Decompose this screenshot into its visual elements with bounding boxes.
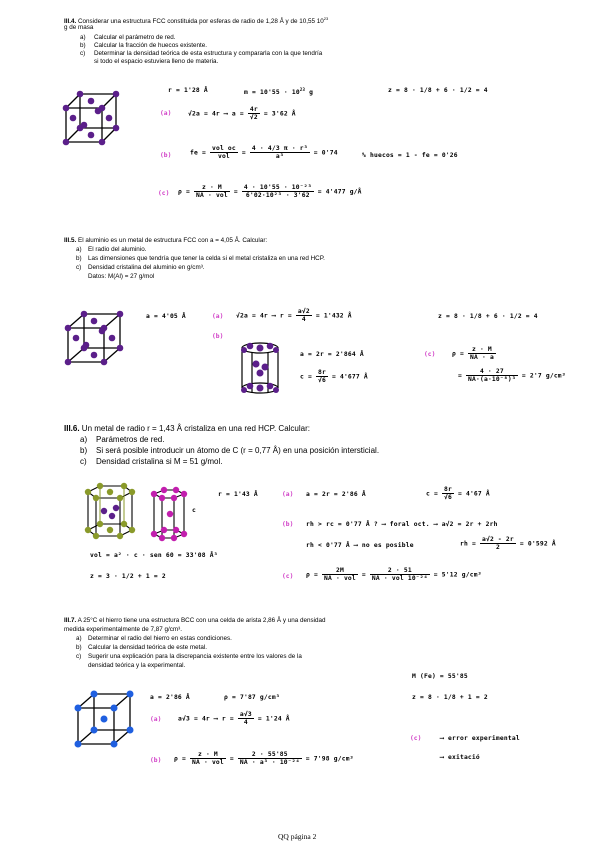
s7-item-c2: densidad teórica y la experimental.: [88, 662, 186, 669]
s5-b-c: c = $\frac{8r}{√6}$ = 4'677 Å: [300, 369, 368, 384]
s7-rho-value: ρ = 7'87 g/cm³: [224, 694, 280, 701]
s7-item-c: c) Sugerir una explicación para la discrepancia existente entre los valores de la: [76, 653, 302, 660]
s6-b-line2: rh < 0'77 Å ⟶ no es posible: [306, 542, 414, 549]
s7-b-label: (b): [150, 757, 162, 764]
s6-c-density: ρ = $\frac{2M}{\text{NA · vol}}$ = $\frac{2 \cdot 51}{\text{NA · vol 10⁻²⁴}}$ = 5'12 g/cm³: [306, 567, 482, 582]
s4-a-label: (a): [160, 110, 172, 117]
s6-r-value: r = 1'43 Å: [218, 491, 258, 498]
s6-z: z = 3 · 1/2 + 1 = 2: [90, 573, 166, 580]
s6-a-label: (a): [282, 491, 294, 498]
s7-bcc-cube-diagram: [74, 690, 136, 748]
s5-c-equation: ρ = $\frac{z \cdot M}{NA \cdot a}$: [452, 346, 494, 361]
s5-z-value: z = 8 · 1/8 + 6 · 1/2 = 4: [438, 313, 538, 320]
s7-m-fe: M (Fe) = 55'85: [412, 673, 468, 680]
s7-a-equation: a√3 = 4r ⟶ r = $\frac{a√3}{4}$ = 1'24 Å: [178, 711, 290, 726]
s4-z-value: z = 8 · 1/8 + 6 · 1/2 = 4: [388, 87, 488, 94]
s7-c-line1: ⟶ error experimental: [440, 735, 520, 742]
s5-hcp-prism-diagram: [236, 340, 284, 396]
s5-b-a: a = 2r = 2'864 Å: [300, 351, 364, 358]
s7-a-value: a = 2'86 Å: [150, 694, 190, 701]
s7-statement: A 25°C el hierro tiene una estructura BCC con una celda de arista 2,86 Å y una densidad: [77, 617, 326, 624]
s7-statement-2: medida experimentalmente de 7,87 g/cm³.: [64, 626, 182, 633]
s4-title: III.4.: [64, 18, 77, 26]
s4-item-b: b) Calcular la fracción de huecos existente.: [80, 42, 208, 49]
s4-r-value: r = 1'28 Å: [168, 87, 208, 94]
s4-statement-2: g de masa: [64, 24, 94, 31]
s6-c-equation: c = $\frac{8r}{√6}$ = 4'67 Å: [426, 486, 490, 501]
s5-c-result: = $\frac{4 \cdot 27}{\text{NA·(a·10⁻⁸)³}}$ = 2'7 g/cm³: [458, 368, 566, 383]
s6-c-label: (c): [282, 573, 294, 580]
s4-item-a: a) Calcular el parámetro de red.: [80, 34, 176, 41]
s4-a-equation: √2a = 4r ⟶ a = $\frac{4r}{√2}$ = 3'62 Å: [188, 106, 296, 121]
s6-statement: Un metal de radio r = 1,43 Å cristaliza en una red HCP. Calcular:: [81, 424, 310, 433]
s7-b-equation: ρ = $\frac{z \cdot M}{\text{NA · vol}}$ = $\frac{2 \cdot 55'85}{\text{NA · a³ · 10⁻²⁴}}$ = 7'98 g/cm³: [174, 751, 354, 766]
s6-vol: vol = a² · c · sen 60 = 33'08 Å³: [90, 552, 218, 559]
page-footer: QQ página 2: [278, 832, 317, 841]
s4-b-label: (b): [160, 152, 172, 159]
s7-z-value: z = 8 · 1/8 + 1 = 2: [412, 694, 488, 701]
s5-statement: El aluminio es un metal de estructura FCC con a = 4,05 Å. Calcular:: [78, 237, 268, 244]
s6-item-a: a) Parámetros de red.: [80, 435, 165, 444]
s6-item-c: c) Densidad cristalina si M = 51 g/mol.: [80, 457, 223, 466]
s4-c-equation: ρ = $\frac{z \cdot M}{\text{NA · vol}}$ = $\frac{\text{4 · 10'55 · 10⁻²³}}{\text{6'02·10²³ · 3'62}}$ = 4'477 g/Å: [178, 184, 362, 199]
s5-item-b: b) Las dimensiones que tendría que tener la celda si el metal cristaliza en una red HCP.: [76, 255, 325, 262]
s4-statement-exp: 23: [323, 16, 329, 21]
s5-title: III.5.: [64, 237, 77, 244]
s4-m-value: $m = 10'55 \cdot 10^{23}$ g: [244, 87, 314, 97]
s5-datos: Datos: M(Al) = 27 g/mol: [88, 273, 155, 280]
s4-b-equation: fe = $\frac{\text{vol oc}}{\text{vol}}$ = $\frac{\text{4 · 4/3 π · r³}}{\text{a³}}$ = 0'74: [190, 145, 338, 160]
s6-b-label: (b): [282, 521, 294, 528]
s4-statement: Considerar una estructura FCC constituida por esferas de radio de 1,28 Å y de 10,55 10: [78, 18, 324, 26]
s6-a-equation: a = 2r = 2'86 Å: [306, 491, 366, 498]
s6-hcp-prism-pink-diagram: [150, 486, 194, 542]
s6-item-b: b) Si será posible introducir un átomo de C (r = 0,77 Å) en una posición intersticial.: [80, 446, 380, 455]
s6-b-rh: rh = $\frac{a√2 - 2r}{2}$ = 0'592 Å: [460, 536, 556, 551]
s5-c-label: (c): [424, 351, 436, 358]
s6-title: III.6.: [64, 424, 80, 433]
s5-b-label: (b): [212, 333, 224, 340]
s7-title: III.7.: [64, 617, 77, 624]
s4-item-c2: si todo el espacio estuviera lleno de materia.: [94, 58, 219, 65]
s7-c-label: (c): [410, 735, 422, 742]
s5-item-a: a) El radio del aluminio.: [76, 246, 147, 253]
s7-item-b: b) Calcular la densidad teórica de este metal.: [76, 644, 208, 651]
s5-item-c: c) Densidad cristalina del aluminio en g/cm³.: [76, 264, 205, 271]
s4-item-c: c) Determinar la densidad teórica de esta estructura y compararla con la que tendría: [80, 50, 323, 57]
s6-c-side-label: c: [192, 507, 196, 514]
s4-fcc-cube-diagram: [62, 90, 122, 146]
s6-b-line1: rh > rc = 0'77 Å ? ⟶ foral oct. ⟶ a√2 = 2r + 2rh: [306, 521, 498, 528]
s4-huecos: % huecos = 1 - fe = 0'26: [362, 152, 458, 159]
s4-c-label: (c): [158, 190, 170, 197]
s5-a-label: (a): [212, 313, 224, 320]
s7-c-line2: ⟶ exitació: [440, 754, 480, 761]
s5-a-value: a = 4'05 Å: [146, 313, 186, 320]
s5-a-equation: √2a = 4r ⟶ r = $\frac{a√2}{4}$ = 1'432 Å: [236, 308, 352, 323]
s7-a-label: (a): [150, 716, 162, 723]
s7-item-a: a) Determinar el radio del hierro en estas condiciones.: [76, 635, 232, 642]
s6-hcp-prism-olive-diagram: [84, 482, 136, 542]
s5-fcc-cube-diagram: [64, 310, 126, 366]
